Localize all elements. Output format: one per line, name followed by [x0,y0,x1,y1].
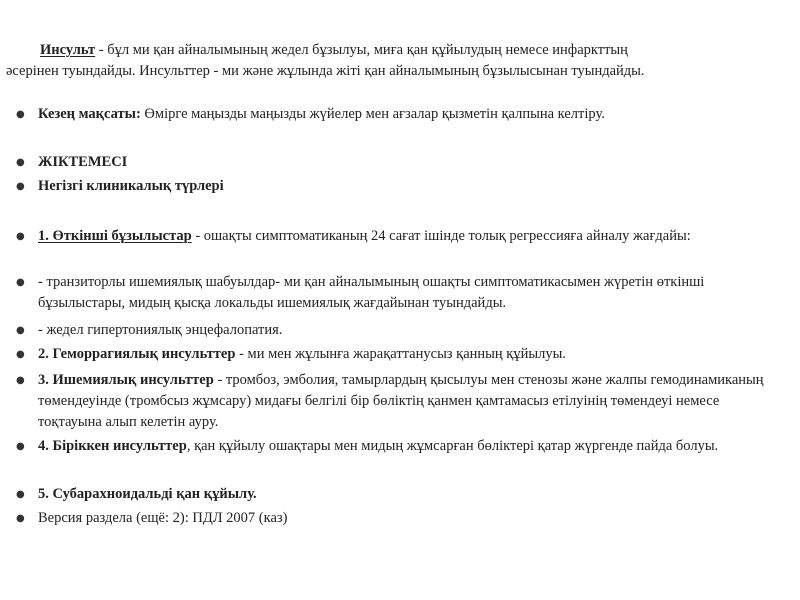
item-bold-label: Кезең мақсаты: [38,106,141,122]
intro-definition: - бұл ми қан айналымының жедел бұзылуы, миға қан құйылудың немесе инфаркттың [95,42,628,58]
item-text: , қан құйылу ошақтары мен мидың жұмсарған бөліктері қатар жүргенде пайда болуы. [186,438,719,454]
list-item [0,176,800,197]
list-item [0,484,800,505]
intro-line-2: әсерінен туындайды. Инсульттер - ми және жұлында жіті қан айналымының бұзылысынан туындайды. [6,63,645,79]
bullet-icon: ● [16,231,25,242]
bullet-icon: ● [16,513,25,524]
item-bold-label: ЖІКТЕМЕСІ [38,154,128,170]
list-item [0,152,800,173]
intro-term: Инсульт [40,42,96,58]
list-item [0,370,800,433]
bullet-icon: ● [16,325,25,336]
bullet-icon: ● [16,489,25,500]
list-item [0,344,800,365]
item-text: - тромбоз, эмболия, тамырлардың қысылуы мен стенозы және жалпы гемодинамиканың төмендеуінде (тромбсыз жұмсару) мидағы белгілі бір бөліктің қанмен қамтамасыз етілуінің төмендеуі немесе тоқтауына алып келетін ауру. [38,372,764,430]
bullet-icon: ● [16,277,25,288]
bullet-icon: ● [16,375,25,386]
bullet-icon: ● [16,441,25,452]
item-text: - ошақты симптоматиканың 24 сағат ішінде толық регрессияға айналу жағдайы: [191,228,691,244]
item-text: Өмірге маңызды маңызды жүйелер мен ағзалар қызметін қалпына келтіру. [140,106,605,122]
bullet-icon: ● [16,109,25,120]
item-text: Версия раздела (ещё: 2): ПДЛ 2007 (каз) [38,510,288,526]
item-bold-label: 3. Ишемиялық инсульттер [38,372,214,388]
item-bold-label: 2. Геморрагиялық инсульттер [38,346,236,362]
item-bold-label: 4. Біріккен инсульттер [38,438,187,454]
list-item [0,104,800,125]
item-bold-label: 5. Субарахноидальді қан құйылу. [38,486,257,502]
item-text: - жедел гипертониялық энцефалопатия. [38,322,283,338]
list-item [0,272,800,314]
bullet-icon: ● [16,349,25,360]
intro-line-1 [0,40,800,61]
list-item [0,436,800,457]
item-bold-label: Негізгі клиникалық түрлері [38,178,224,194]
list-item [0,226,800,247]
bullet-icon: ● [16,181,25,192]
intro-paragraph [0,40,800,82]
list-item [0,320,800,341]
item-text: - транзиторлы ишемиялық шабуылдар- ми қан айналымының ошақты симптоматикасымен жүретін өткінші бұзылыстары, мидың қысқа локальды ишемиялық жағдайынан туындайды. [38,274,705,311]
list-item [0,508,800,529]
item-bold-label: 1. Өткінші бұзылыстар [38,228,192,244]
item-text: - ми мен жұлынға жарақаттанусыз қанның құйылуы. [235,346,566,362]
bullet-icon: ● [16,157,25,168]
